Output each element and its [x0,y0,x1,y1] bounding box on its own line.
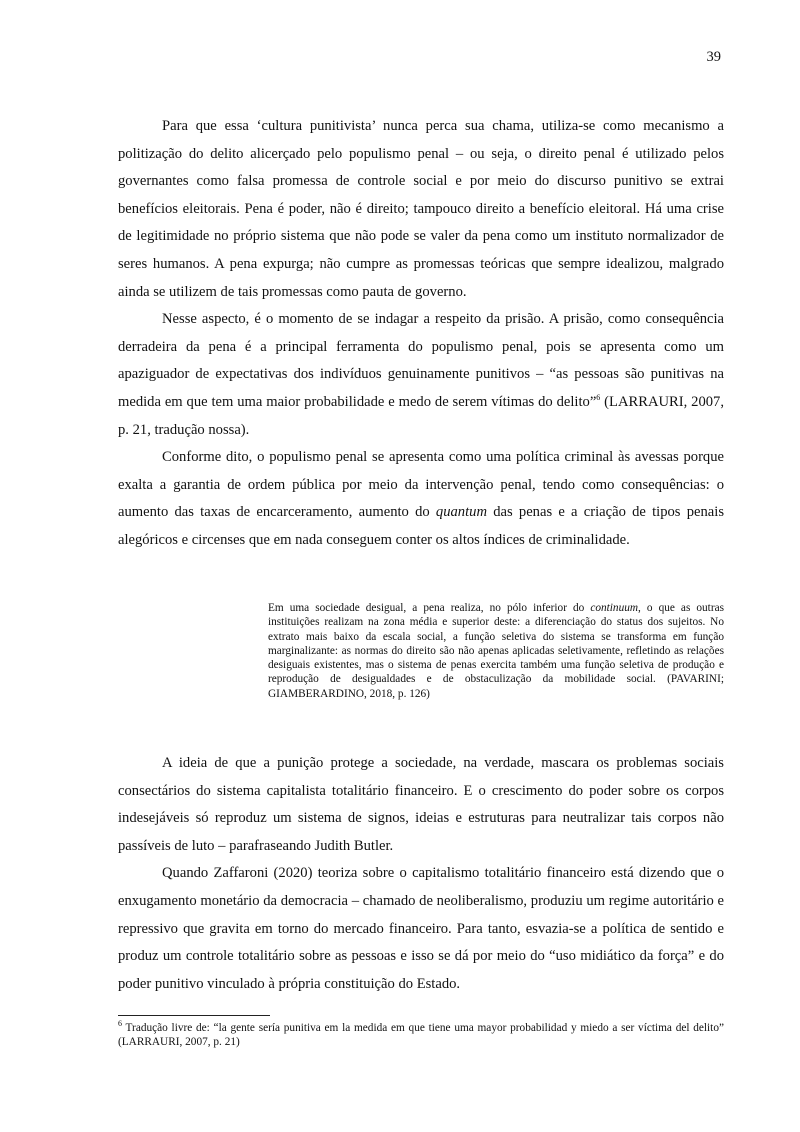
quote-italic: continuum [590,602,639,614]
paragraph-2 [118,306,724,444]
footnote-reference[interactable]: 6 [596,393,601,403]
footnote-divider [118,1015,270,1016]
paragraph-4: A ideia de que a punição protege a sociedade, na verdade, mascara os problemas sociais consectários do sistema capitalista totalitário financeiro. E o crescimento do poder sobre os corpos indesejáveis só reproduz um sistema de signos, ideias e estruturas para neutralizar tais corpos não passíveis de luto – parafraseando Judith Butler. [118,755,724,854]
main-text-upper [118,113,724,555]
paragraph-3-text-end: das penas e a criação de tipos penais alegóricos e circenses que em nada conseguem conter os altos índices de criminalidade. [118,504,724,548]
paragraph-2-text: Nesse aspecto, é o momento de se indagar a respeito da prisão. A prisão, como consequência derradeira da pena é a principal ferramenta do populismo penal, pois se apresenta como um apaziguador de expectativas dos indivíduos genuinamente punitivos – “as pessoas são punitivas na medida em que tem uma maior probabilidade e medo de serem vítimas do delito” [118,311,724,410]
block-quote [268,601,724,701]
paragraph-3-italic: quantum [435,504,487,521]
main-text-lower [118,750,724,998]
footnote [118,1021,724,1050]
paragraph-3 [118,444,724,554]
page-number: 39 [706,49,721,65]
quote-text: Em uma sociedade desigual, a pena realiza, no pólo inferior do [268,602,591,614]
paragraph-2-citation: (LARRAURI, 2007, p. 21, tradução nossa). [118,393,724,438]
paragraph-3-text: Conforme dito, o populismo penal se apresenta como uma política criminal às avessas porque exalta a garantia de ordem pública por meio da intervenção penal, tendo como consequências: o aumento das taxas de encarceramento, aumento do [118,449,724,521]
footnote-number: 6 [118,1019,122,1029]
paragraph-5: Quando Zaffaroni (2020) teoriza sobre o capitalismo totalitário financeiro está dizendo que o enxugamento monetário da democracia – chamado de neoliberalismo, produziu um regime autoritário e repressivo que gravita em torno do mercado financeiro. Para tanto, esvazia-se a política de sentido e produz um controle totalitário sobre as pessoas e isso se dá por meio do “uso midiático da força” e do poder punitivo vinculado à própria constituição do Estado. [118,865,724,992]
quote-text-end: , o que as outras instituições realizam na zona média e superior deste: a diferenciação do status dos sujeitos. No extrato mais baixo da escala social, a função seletiva do sistema se transforma em função marginalizante: as normas do direito são não apenas aplicadas seletivamente, refletindo as relações desiguais existentes, mas o sistema de penas exercita também uma função seletiva de produção e reprodução de desigualdades e de obstaculização da mobilidade social. (PAVARINI; GIAMBERARDINO, 2018, p. 126) [268,602,724,700]
paragraph-1: Para que essa ‘cultura punitivista’ nunca perca sua chama, utiliza-se como mecanismo a politização do delito alicerçado pelo populismo penal – ou seja, o direito penal é utilizado pelos governantes como falsa promessa de controle social e por meio do discurso punitivo se extrai benefícios eleitorais. Pena é poder, não é direito; tampouco direito a benefício eleitoral. Há uma crise de legitimidade no próprio sistema que não pode se valer da pena como um instituto normalizador de seres humanos. A pena expurga; não cumpre as promessas teóricas que sempre idealizou, malgrado ainda se utilizem de tais promessas como pauta de governo. [118,118,724,300]
footnote-text: Tradução livre de: “la gente sería punitiva em la medida em que tiene uma mayor probabilidad y miedo a ser víctima del delito” (LARRAURI, 2007, p. 21) [118,1022,724,1049]
